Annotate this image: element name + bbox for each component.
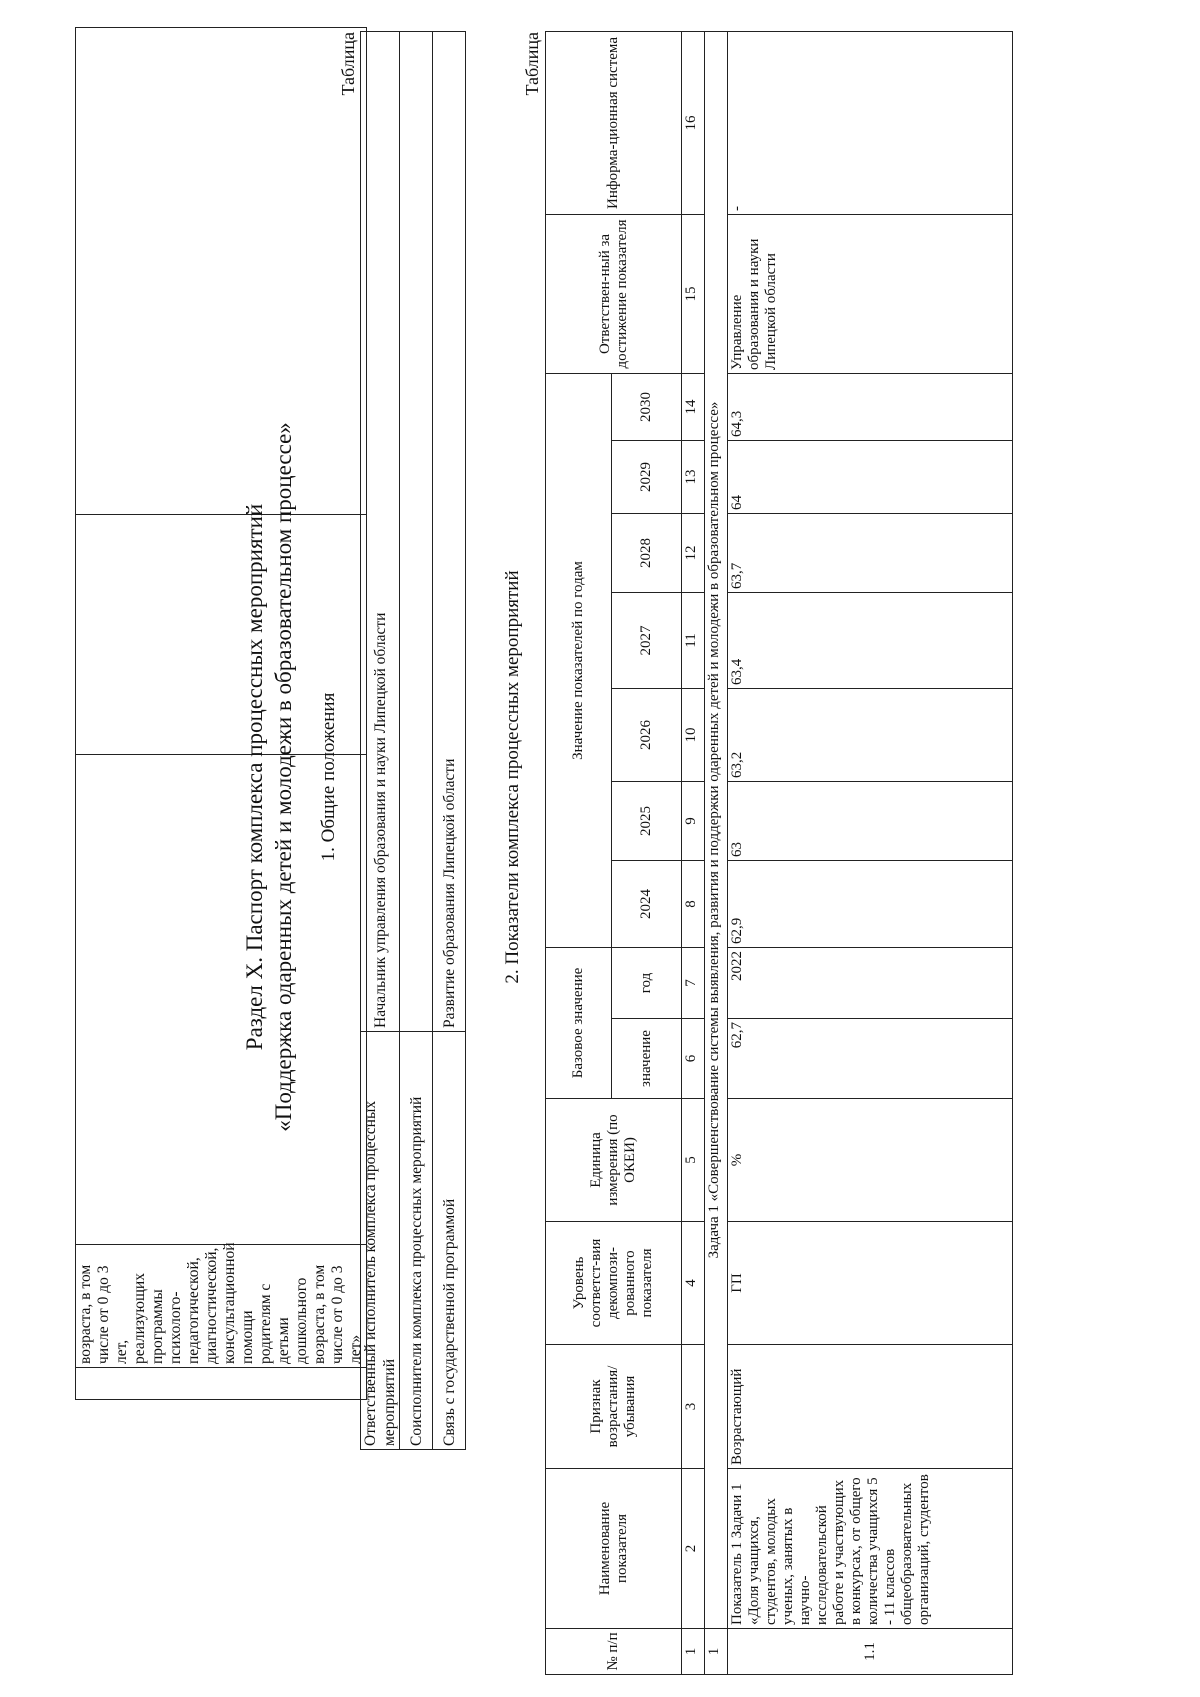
col-number: 5 [682,1099,705,1222]
header-year: 2025 [612,781,682,860]
header-num: № п/п [546,1629,682,1675]
section-title [240,77,298,1477]
header-year: 2024 [612,860,682,947]
indicators-table [545,31,1013,1675]
indicator-value: 63,4 [728,592,1013,688]
col-number: 9 [682,781,705,860]
general-row-label: Ответственный исполнитель комплекса процессных мероприятий [361,1032,400,1450]
continuation-cell-text: возраста, в том числе от 0 до 3 лет, реализующих программы психолого-педагогической, диагностической, консультационной помощи родителям с детьми дошкольного возраста, в том числе от 0 до 3 лет» [76,1245,367,1368]
indicator-value: 62,9 [728,860,1013,947]
section-title-line2: «Поддержка одаренных детей и молодежи в образовательном процессе» [271,422,296,1132]
header-trend: Признак возрастания/ убывания [546,1345,682,1469]
header-year: 2026 [612,688,682,781]
col-number: 3 [682,1345,705,1469]
indicators-table-label: Таблица [522,32,542,96]
general-row [400,32,433,1450]
header-year: 2027 [612,592,682,688]
general-row-value: Развитие образования Липецкой области [433,32,466,1032]
col-number: 7 [682,947,705,1018]
indicator-name: Показатель 1 Задачи 1 «Доля учащихся, студентов, молодых ученых, занятых в научно-исследовательской работе и участвующих в конкурсах, от общего количества учащихся 5 - 11 классов общеобразовательных организаций, студентов [728,1469,1013,1629]
col-number: 10 [682,688,705,781]
col-number: 1 [682,1629,705,1675]
col-number: 13 [682,440,705,513]
header-base-value: значение [612,1019,682,1099]
header-year: 2030 [612,373,682,440]
section-title-line1: Раздел X. Паспорт комплекса процессных мероприятий [242,503,267,1051]
header-base-year: год [612,947,682,1018]
indicator-info: - [728,31,1013,214]
general-table-label: Таблица [338,32,358,96]
general-table [360,31,466,1450]
col-number: 15 [682,214,705,373]
col-number: 4 [682,1222,705,1345]
general-row-value [400,32,433,1032]
col-number: 8 [682,860,705,947]
general-row-label: Связь с государственной программой [433,1032,466,1450]
general-row-value: Начальник управления образования и науки Липецкой области [361,32,400,1032]
col-number: 2 [682,1469,705,1629]
header-name: Наименование показателя [546,1469,682,1629]
header-year: 2029 [612,440,682,513]
header-info: Информа-ционная система [546,31,682,214]
header-unit: Единица измерения (по ОКЕИ) [546,1099,682,1222]
column-numbers-row [682,31,705,1674]
indicator-value: 63,7 [728,513,1013,592]
indicator-responsible: Управление образования и науки Липецкой области [728,214,1013,373]
indicator-level: ГП [728,1222,1013,1345]
col-number: 6 [682,1019,705,1099]
col-number: 12 [682,513,705,592]
col-number: 11 [682,592,705,688]
task-row [705,31,728,1674]
header-level: Уровень соответст-вия декомпози-рованного показателя [546,1222,682,1345]
general-row [361,32,400,1450]
header-year: 2028 [612,513,682,592]
indicator-base-value: 62,7 [728,1019,1013,1099]
header-years-group: Значение показателей по годам [546,373,612,947]
indicator-unit: % [728,1099,1013,1222]
indicator-value: 63 [728,781,1013,860]
header-base: Базовое значение [546,947,612,1098]
task-num: 1 [705,1629,728,1675]
header-responsible: Ответствен-ный за достижение показателя [546,214,682,373]
general-heading: 1. Общие положения [318,692,339,862]
indicator-value: 64,3 [728,373,1013,440]
task-text: Задача 1 «Совершенствование системы выявления, развития и поддержки одаренных детей и молодежи в образовательном процессе» [705,31,728,1628]
indicator-base-year: 2022 [728,947,1013,1018]
col-number: 16 [682,31,705,214]
general-row [433,32,466,1450]
col-number: 14 [682,373,705,440]
indicator-num: 1.1 [728,1629,1013,1675]
indicator-value: 64 [728,440,1013,513]
indicator-row [728,31,1013,1674]
indicators-heading: 2. Показатели комплекса процессных мероприятий [502,570,523,984]
indicator-trend: Возрастающий [728,1345,1013,1469]
general-row-label: Соисполнители комплекса процессных мероприятий [400,1032,433,1450]
indicator-value: 63,2 [728,688,1013,781]
